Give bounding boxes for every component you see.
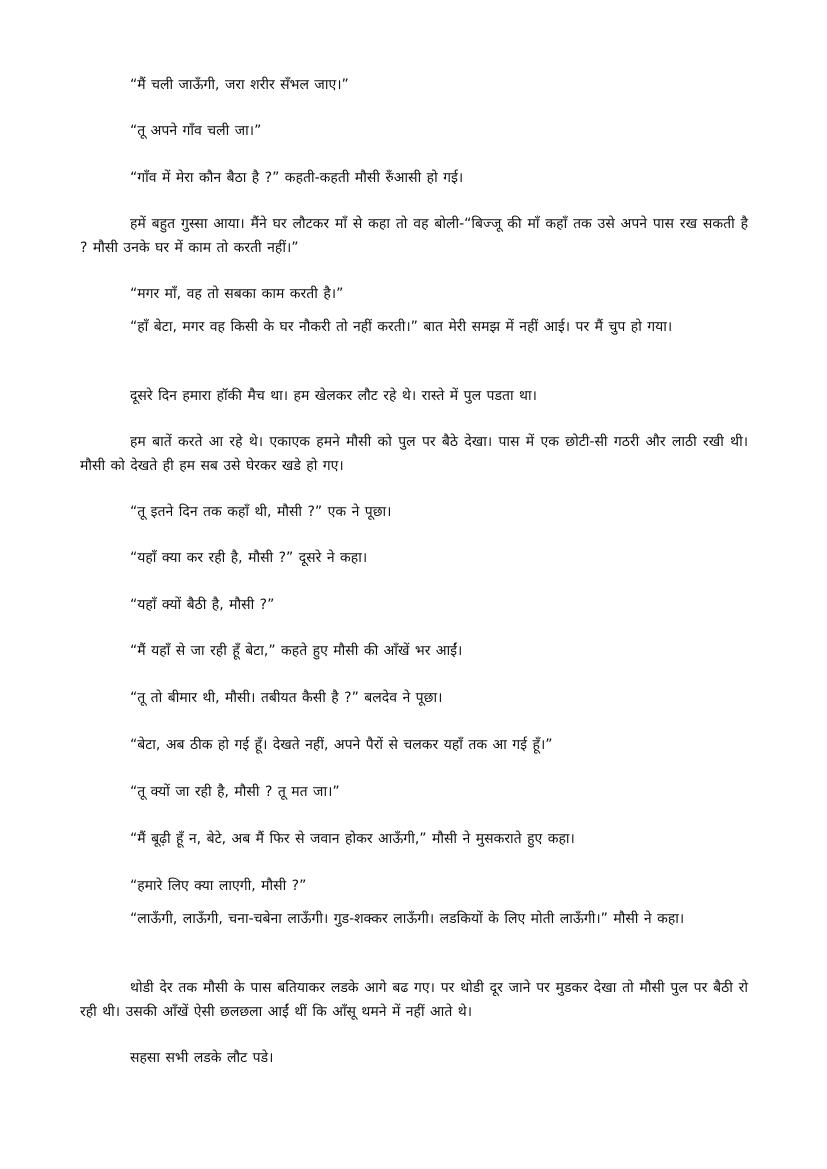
paragraph-17: “हमारे लिए क्या लाएगी, मौसी ?” xyxy=(130,878,307,894)
paragraph-6: “हाँ बेटा, मगर वह किसी के घर नौकरी तो नहीं करती।” बात मेरी समझ में नहीं आई। पर मैं चुप हो गया। xyxy=(130,319,673,335)
paragraph-12: “मैं यहाँ से जा रही हूँ बेटा,” कहते हुए मौसी की आँखें भर आईं। xyxy=(130,643,463,659)
paragraph-13: “तू तो बीमार थी, मौसी। तबीयत कैसी है ?” बलदेव ने पूछा। xyxy=(130,690,443,706)
paragraph-3: “गाँव में मेरा कौन बैठा है ?” कहती-कहती मौसी रुँआसी हो गई। xyxy=(130,170,464,186)
paragraph-15: “तू क्यों जा रही है, मौसी ? तू मत जा।” xyxy=(130,784,340,800)
paragraph-8: हम बातें करते आ रहे थे। एकाएक हमने मौसी को पुल पर बैठे देखा। पास में एक छोटी-सी गठरी और लाठी रखी थी। मौसी को देखते ही हम सब उसे घेरकर खडे हो गए। xyxy=(80,434,748,474)
paragraph-11: “यहाँ क्यों बैठी है, मौसी ?” xyxy=(130,597,275,613)
paragraph-9: “तू इतने दिन तक कहाँ थी, मौसी ?” एक ने पूछा। xyxy=(130,504,392,520)
paragraph-2: “तू अपने गाँव चली जा।” xyxy=(130,123,262,139)
paragraph-18: “लाऊँगी, लाऊँगी, चना-चबेना लाऊँगी। गुड-शक्कर लाऊँगी। लडकियों के लिए मोती लाऊँगी।” मौसी ने कहा। xyxy=(130,911,685,927)
paragraph-10: “यहाँ क्या कर रही है, मौसी ?” दूसरे ने कहा। xyxy=(130,550,368,566)
paragraph-20: सहसा सभी लडके लौट पडे। xyxy=(130,1050,274,1066)
paragraph-4: हमें बहुत गुस्सा आया। मैंने घर लौटकर माँ से कहा तो वह बोली-“बिज्जू की माँ कहाँ तक उसे अपने पास रख सकती है ? मौसी उनके घर में काम तो करती नहीं।” xyxy=(80,216,748,256)
paragraph-16: “मैं बूढ़ी हूँ न, बेटे, अब मैं फिर से जवान होकर आऊँगी,” मौसी ने मुसकराते हुए कहा। xyxy=(130,831,575,847)
paragraph-1: “मैं चली जाऊँगी, जरा शरीर सँभल जाए।” xyxy=(130,77,349,93)
paragraph-5: “मगर माँ, वह तो सबका काम करती है।” xyxy=(130,286,344,302)
paragraph-19: थोडी देर तक मौसी के पास बतियाकर लडके आगे बढ गए। पर थोडी दूर जाने पर मुडकर देखा तो मौसी पुल पर बैठी रो रही थी। उसकी आँखें ऐसी छलछला आईं थीं कि आँसू थमने में नहीं आते थे। xyxy=(80,980,748,1020)
paragraph-14: “बेटा, अब ठीक हो गई हूँ। देखते नहीं, अपने पैरों से चलकर यहाँ तक आ गई हूँ।” xyxy=(130,737,553,753)
paragraph-7: दूसरे दिन हमारा हॉकी मैच था। हम खेलकर लौट रहे थे। रास्ते में पुल पडता था। xyxy=(130,388,537,404)
